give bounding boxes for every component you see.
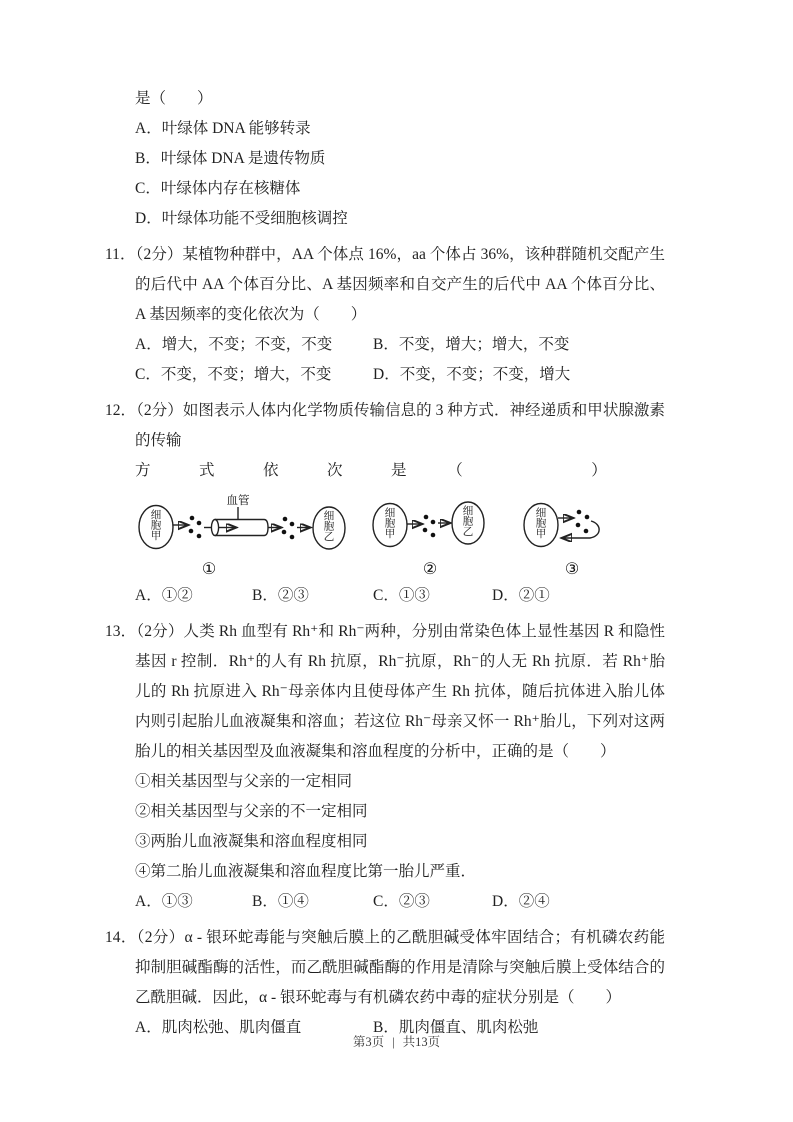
question-12-stem: （2分）如图表示人体内化学物质传输信息的 3 种方式．神经递质和甲状腺激素的传输 — [135, 402, 665, 449]
exam-content — [105, 84, 665, 1043]
mode-3-number: ③ — [564, 561, 580, 578]
question-11-options-row-2 — [135, 360, 665, 390]
cell-b-label: 细胞乙 — [323, 511, 335, 543]
question-14-number: 14． — [105, 929, 137, 946]
cell-a-label: 细胞甲 — [384, 508, 396, 540]
vessel-cap — [211, 520, 218, 536]
mode-1-number: ① — [201, 561, 217, 578]
question-11-number: 11． — [105, 246, 136, 263]
feedback-arrow-icon — [563, 521, 599, 538]
question-10-option-a: A．叶绿体 DNA 能够转录 — [135, 120, 311, 137]
diagram-mode-2 — [373, 502, 484, 578]
question-14 — [105, 923, 665, 1043]
footer-separator: | — [392, 1035, 395, 1049]
question-13-stem: （2分）人类 Rh 血型有 Rh⁺和 Rh⁻两种，分别由常染色体上显性基因 R 和隐性基因 r 控制．Rh⁺的人有 Rh 抗原，Rh⁻抗原，Rh⁻的人无 Rh 抗原．若 Rh⁺胎儿的 Rh 抗原进入 Rh⁻母亲体内且使母体产生 Rh 抗体，随后抗体进入胎儿体内则引起胎儿血液凝集和溶血；若这位 Rh⁻母亲又怀一 Rh⁺胎儿，下列对这两胎儿的相关基因型及血液凝集和溶血程度的分析中，正确的是（ ） — [135, 623, 665, 760]
vessel-label: 血管 — [226, 495, 250, 507]
cell-b-label: 细胞乙 — [462, 506, 474, 538]
question-13-option-b: B．①④ — [252, 893, 309, 910]
question-12-option-c: C．①③ — [373, 587, 430, 604]
mode-2-number: ② — [422, 561, 438, 578]
question-14-stem: （2分）α - 银环蛇毒能与突触后膜上的乙酰胆碱受体牢固结合；有机磷农药能抑制胆碱酯酶的活性，而乙酰胆碱酯酶的作用是清除与突触后膜上受体结合的乙酰胆碱．因此，α - 银环蛇毒与有机磷农药中毒的症状分别是（ ） — [135, 929, 665, 1006]
question-11-option-a: A．增大，不变；不变，不变 — [135, 336, 333, 353]
question-12-option-a: A．①② — [135, 587, 193, 604]
footer-total-pages: 共13页 — [402, 1035, 441, 1049]
question-12-number: 12． — [105, 402, 137, 419]
question-10 — [105, 84, 665, 234]
signal-transmission-diagram — [135, 491, 605, 579]
question-13-option-a: A．①③ — [135, 893, 193, 910]
question-12-diagram — [135, 491, 665, 579]
cell-a-label: 细胞甲 — [150, 510, 162, 542]
question-12-option-d: D．②① — [492, 587, 550, 604]
question-12 — [105, 396, 665, 611]
page-footer — [0, 1032, 793, 1050]
question-13-option-c: C．②③ — [373, 893, 430, 910]
question-11-option-c: C．不变，不变；增大，不变 — [135, 366, 332, 383]
question-11-options-row-1 — [135, 330, 665, 360]
question-13-statement-3: ③两胎儿血液凝集和溶血程度相同 — [135, 833, 368, 850]
question-13-number: 13． — [105, 623, 137, 640]
diagram-mode-3 — [524, 504, 599, 579]
footer-page-number: 第3页 — [352, 1035, 385, 1049]
diagram-mode-1 — [139, 493, 345, 578]
question-13-options-row — [135, 887, 665, 917]
question-12-option-b: B．②③ — [252, 587, 309, 604]
question-13 — [105, 617, 665, 917]
question-10-stem-tail: 是（ ） — [135, 90, 213, 107]
question-10-option-d: D．叶绿体功能不受细胞核调控 — [135, 210, 348, 227]
question-14-option-a: A．肌肉松弛、肌肉僵直 — [135, 1019, 302, 1036]
question-14-option-b: B．肌肉僵直、肌肉松弛 — [373, 1019, 539, 1036]
question-13-statement-2: ②相关基因型与父亲的不一定相同 — [135, 803, 368, 820]
question-13-statement-1: ①相关基因型与父亲的一定相同 — [135, 773, 353, 790]
question-11-option-d: D．不变，不变；不变，增大 — [373, 366, 571, 383]
question-12-stem-tail: 方 式 依 次 是 （ ） — [135, 462, 608, 479]
question-10-option-c: C．叶绿体内存在核糖体 — [135, 180, 301, 197]
question-12-options-row — [135, 581, 665, 611]
question-11 — [105, 240, 665, 390]
question-13-statement-4: ④第二胎儿血液凝集和溶血程度比第一胎儿严重． — [135, 863, 477, 880]
question-11-option-b: B．不变，增大；增大，不变 — [373, 336, 570, 353]
question-11-stem: （2分）某植物种群中，AA 个体点 16%，aa 个体占 36%，该种群随机交配产生的后代中 AA 个体百分比、A 基因频率和自交产生的后代中 AA 个体百分比、A 基因频率的变化依次为（ ） — [135, 246, 665, 323]
question-10-option-b: B．叶绿体 DNA 是遗传物质 — [135, 150, 326, 167]
question-13-option-d: D．②④ — [492, 893, 550, 910]
cell-a-label: 细胞甲 — [535, 508, 547, 540]
